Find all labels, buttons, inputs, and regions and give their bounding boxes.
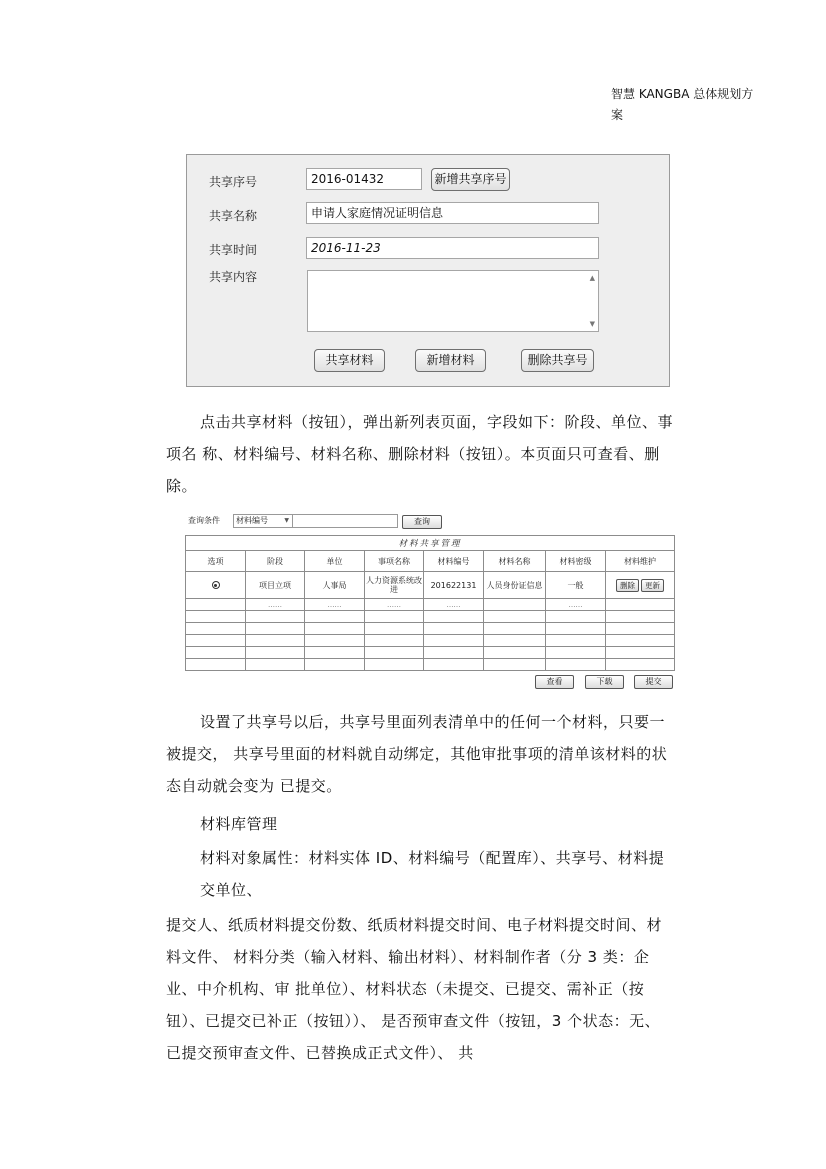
content-label: 共享内容 <box>209 270 258 284</box>
chevron-down-icon: ▼ <box>284 517 289 524</box>
paragraph-share-material: 点击共享材料（按钮），弹出新列表页面，字段如下：阶段、单位、事项名 称、材料编号、材料名称、删除材料（按钮）。本页面只可查看、删除。 <box>166 413 674 495</box>
name-label: 共享名称 <box>209 209 258 223</box>
cell-name: 人员身份证信息 <box>484 572 546 599</box>
scroll-up-icon[interactable]: ▲ <box>589 274 595 282</box>
query-button[interactable]: 查询 <box>402 515 442 529</box>
cell-stage: 项目立项 <box>246 572 305 599</box>
download-button[interactable]: 下载 <box>585 675 624 689</box>
cell-ellipsis: …… <box>424 599 484 611</box>
time-label: 共享时间 <box>209 243 258 257</box>
serial-label: 共享序号 <box>209 175 258 189</box>
serial-input[interactable]: 2016-01432 <box>306 168 422 190</box>
column-header: 单位 <box>305 551 365 572</box>
cell-ellipsis: …… <box>546 599 606 611</box>
view-button[interactable]: 查看 <box>535 675 574 689</box>
row-select-radio[interactable] <box>212 581 220 589</box>
table-row <box>186 623 675 635</box>
material-share-table <box>185 535 675 671</box>
submit-button[interactable]: 提交 <box>634 675 673 689</box>
time-input[interactable]: 2016-11-23 <box>306 237 599 259</box>
column-header: 材料密级 <box>546 551 606 572</box>
add-material-button[interactable]: 新增材料 <box>415 349 486 372</box>
table-row <box>186 599 675 611</box>
table-row <box>186 572 675 599</box>
section-heading-library: 材料库管理 <box>200 815 278 833</box>
table-row <box>186 611 675 623</box>
add-serial-button[interactable]: 新增共享序号 <box>431 168 510 191</box>
row-delete-button[interactable]: 删除 <box>616 579 639 592</box>
cell-ellipsis: …… <box>246 599 305 611</box>
column-header: 材料维护 <box>606 551 675 572</box>
cell-ellipsis: …… <box>305 599 365 611</box>
name-input[interactable]: 申请人家庭情况证明信息 <box>306 202 599 224</box>
column-header: 材料名称 <box>484 551 546 572</box>
table-header-row <box>186 551 675 572</box>
query-label: 查询条件 <box>188 516 220 525</box>
cell-item: 人力资源系统改进 <box>365 572 424 599</box>
cell-level: 一般 <box>546 572 606 599</box>
scroll-down-icon[interactable]: ▼ <box>589 320 595 328</box>
column-header: 选项 <box>186 551 246 572</box>
cell-ellipsis: …… <box>365 599 424 611</box>
query-select-value: 材料编号 <box>236 516 268 525</box>
share-material-button[interactable]: 共享材料 <box>314 349 385 372</box>
cell-unit: 人事局 <box>305 572 365 599</box>
document-header: 智慧 KANGBA 总体规划方案 <box>611 87 754 122</box>
delete-serial-button[interactable]: 删除共享号 <box>521 349 594 372</box>
table-row <box>186 659 675 671</box>
paragraph-material-attributes: 材料对象属性：材料实体 ID、材料编号（配置库）、共享号、材料提交单位、 <box>200 849 665 899</box>
query-field-select[interactable] <box>233 514 293 528</box>
query-input[interactable] <box>293 514 398 528</box>
table-row <box>186 635 675 647</box>
content-textarea[interactable] <box>307 270 599 332</box>
row-update-button[interactable]: 更新 <box>641 579 664 592</box>
column-header: 事项名称 <box>365 551 424 572</box>
table-title: 材料共享管理 <box>186 536 675 551</box>
cell-code: 201622131 <box>424 572 484 599</box>
column-header: 阶段 <box>246 551 305 572</box>
column-header: 材料编号 <box>424 551 484 572</box>
paragraph-share-binding: 设置了共享号以后，共享号里面列表清单中的任何一个材料，只要一被提交， 共享号里面的材料就自动绑定，其他审批事项的清单该材料的状态自动就会变为 已提交。 <box>166 713 668 795</box>
paragraph-material-attributes-cont: 提交人、纸质材料提交份数、纸质材料提交时间、电子材料提交时间、材料文件、 材料分类（输入材料、输出材料）、材料制作者（分 3 类：企业、中介机构、审 批单位）、材料状态（未提交、已提交、需补正（按钮）、已提交已补正（按钮））、 是否预审查文件（按钮，3 个状态：无、已提交预审查文件、已替换成正式文件）、 共 <box>166 916 663 1062</box>
table-row <box>186 647 675 659</box>
